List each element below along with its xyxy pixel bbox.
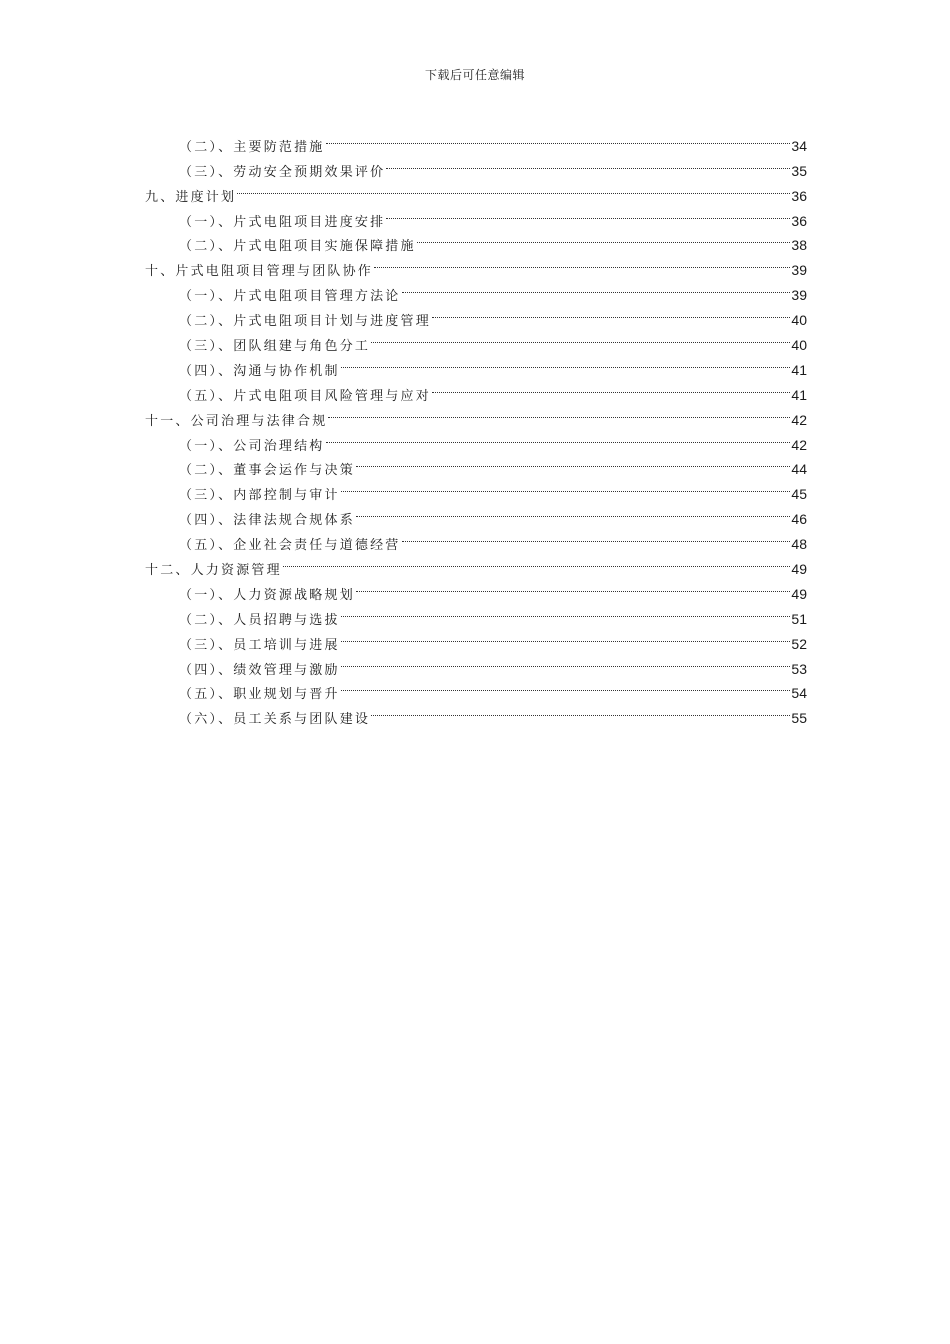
toc-entry-title: 十一、公司治理与法律合规	[145, 413, 328, 429]
toc-entry-title: 十、片式电阻项目管理与团队协作	[145, 264, 374, 280]
toc-dot-leader	[402, 524, 791, 549]
toc-page-number: 44	[791, 461, 807, 478]
toc-dot-leader	[356, 499, 791, 524]
toc-entry-title: （一）、人力资源战略规划	[179, 587, 355, 603]
toc-entry[interactable]	[145, 201, 807, 230]
toc-entry-title: （四）、沟通与协作机制	[179, 363, 340, 379]
toc-entry-title: （二）、片式电阻项目计划与进度管理	[179, 314, 431, 330]
toc-entry-title: （六）、员工关系与团队建设	[179, 712, 371, 728]
toc-dot-leader	[237, 176, 790, 201]
toc-dot-leader	[341, 674, 791, 699]
toc-dot-leader	[386, 151, 790, 176]
toc-dot-leader	[432, 300, 791, 325]
toc-page-number: 39	[791, 287, 807, 304]
toc-entry-title: （四）、绩效管理与激励	[179, 662, 340, 678]
toc-page-number: 42	[791, 436, 807, 453]
toc-page-number: 46	[791, 511, 807, 528]
toc-page-number: 54	[791, 685, 807, 702]
toc-page-number: 40	[791, 337, 807, 354]
toc-dot-leader	[341, 624, 791, 649]
toc-dot-leader	[374, 250, 790, 275]
toc-page-number: 40	[791, 312, 807, 329]
toc-page-number: 49	[791, 561, 807, 578]
toc-page-number: 41	[791, 361, 807, 378]
toc-dot-leader	[341, 649, 791, 674]
toc-page-number: 36	[791, 212, 807, 229]
toc-dot-leader	[328, 400, 790, 425]
toc-page-number: 51	[791, 610, 807, 627]
toc-page-number: 49	[791, 585, 807, 602]
toc-entry-title: （五）、职业规划与晋升	[179, 687, 340, 703]
toc-entry-title: （三）、内部控制与审计	[179, 488, 340, 504]
toc-entry-title: （一）、片式电阻项目管理方法论	[179, 289, 401, 305]
toc-dot-leader	[356, 574, 791, 599]
toc-dot-leader	[432, 375, 791, 400]
toc-dot-leader	[341, 350, 791, 375]
toc-entry-title: （五）、片式电阻项目风险管理与应对	[179, 388, 431, 404]
toc-page-number: 35	[791, 162, 807, 179]
toc-dot-leader	[341, 474, 791, 499]
toc-entry-title: （一）、公司治理结构	[179, 438, 325, 454]
toc-dot-leader	[341, 599, 791, 624]
toc-entry-title: （二）、董事会运作与决策	[179, 463, 355, 479]
toc-page-number: 42	[791, 411, 807, 428]
toc-dot-leader	[326, 126, 791, 151]
toc-dot-leader	[371, 325, 790, 350]
table-of-contents	[145, 126, 807, 728]
toc-page-number: 53	[791, 660, 807, 677]
toc-page-number: 48	[791, 536, 807, 553]
toc-entry[interactable]	[145, 176, 807, 205]
toc-page-number: 38	[791, 237, 807, 254]
toc-entry-title: （二）、人员招聘与选拔	[179, 612, 340, 628]
toc-dot-leader	[371, 698, 790, 723]
toc-dot-leader	[386, 201, 790, 226]
toc-dot-leader	[417, 226, 791, 251]
toc-dot-leader	[356, 450, 791, 475]
toc-entry-title: （五）、企业社会责任与道德经营	[179, 538, 401, 554]
toc-page-number: 52	[791, 635, 807, 652]
toc-entry-title: （三）、团队组建与角色分工	[179, 339, 371, 355]
toc-entry-title: （四）、法律法规合规体系	[179, 513, 355, 529]
toc-page-number: 45	[791, 486, 807, 503]
toc-page-number: 34	[791, 137, 807, 154]
toc-page-number: 36	[791, 187, 807, 204]
toc-entry-title: 十二、人力资源管理	[145, 563, 282, 579]
toc-page-number: 41	[791, 386, 807, 403]
toc-entry-title: （一）、片式电阻项目进度安排	[179, 214, 386, 230]
toc-entry[interactable]	[145, 126, 807, 155]
toc-page-number: 55	[791, 710, 807, 727]
toc-entry-title: （二）、主要防范措施	[179, 139, 325, 155]
toc-entry-title: （二）、片式电阻项目实施保障措施	[179, 239, 416, 255]
toc-entry-title: 九、进度计划	[145, 189, 237, 205]
toc-dot-leader	[402, 275, 791, 300]
toc-dot-leader	[283, 549, 791, 574]
toc-entry-title: （三）、劳动安全预期效果评价	[179, 164, 386, 180]
toc-dot-leader	[326, 425, 791, 450]
toc-entry-title: （三）、员工培训与进展	[179, 637, 340, 653]
toc-page-number: 39	[791, 262, 807, 279]
page-header: 下载后可任意编辑	[424, 68, 525, 82]
